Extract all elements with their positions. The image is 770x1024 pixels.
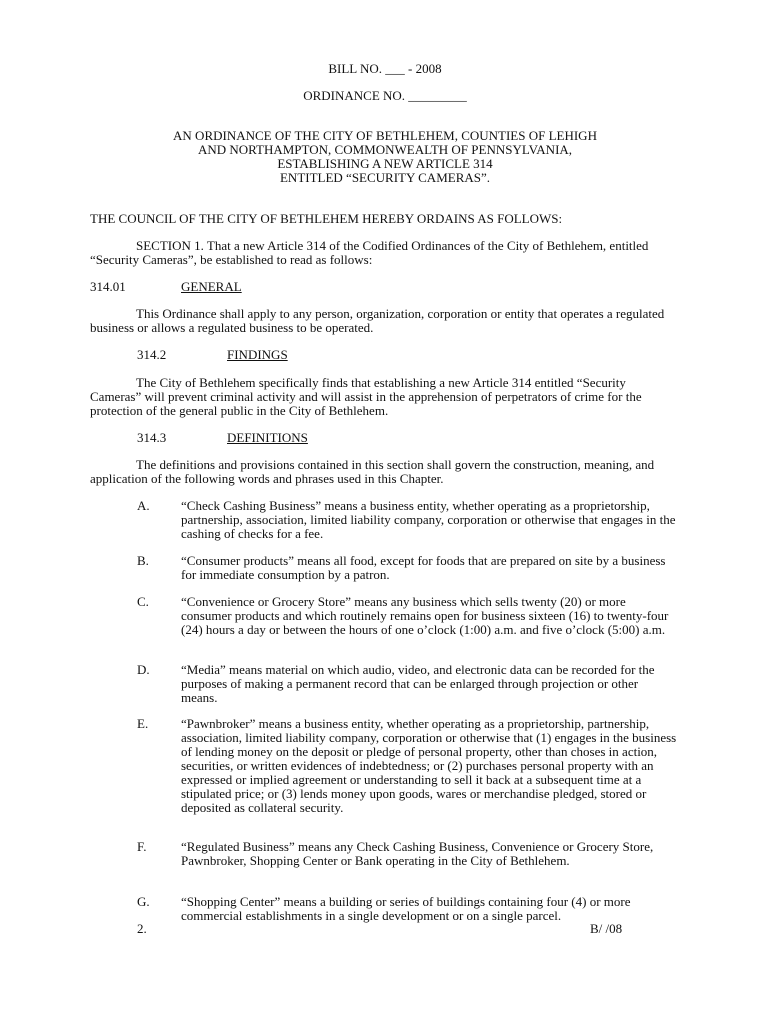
footer-date-code: B/ /08 <box>590 921 623 936</box>
section-314-2-text: The City of Bethlehem specifically finds that establishing a new Article 314 entitled “Security Cameras” will prevent criminal activity and will assist in the apprehension of perpetrators of crime for the protection of the general public in the City of Bethlehem. <box>90 375 642 418</box>
section-314-3-text: The definitions and provisions contained in this section shall govern the construction, meaning, and application of the following words and phrases used in this Chapter. <box>90 457 655 486</box>
section-1-text: SECTION 1. That a new Article 314 of the Codified Ordinances of the City of Bethlehem, entitled “Security Cameras”, be established to read as follows: <box>90 238 649 267</box>
section-314-01-text: This Ordinance shall apply to any person, organization, corporation or entity that operates a regulated business or allows a regulated business to be operated. <box>90 306 665 335</box>
definition-item <box>137 595 677 637</box>
definition-item <box>137 663 677 705</box>
page-number: 2. <box>137 921 147 936</box>
definition-letter: G. <box>137 894 150 909</box>
section-314-01-number: 314.01 <box>90 279 126 294</box>
definition-letter: B. <box>137 553 149 568</box>
definition-text: “Convenience or Grocery Store” means any business which sells twenty (20) or more consumer products and which routinely remains open for business sixteen (16) to twenty-four (24) hours a day or between the hours of one o’clock (1:00) a.m. and five o’clock (5:00) a.m. <box>181 594 669 637</box>
definition-text: “Pawnbroker” means a business entity, whether operating as a proprietorship, partnership, association, limited liability company, corporation or otherwise that (1) engages in the business of lending money on the deposit or pledge of personal property, other than choses in action, securities, or written evidences of indebtedness; or (2) purchases personal property with an expressed or implied agreement or understanding to sell it back at a subsequent time at a stipulated price; or (3) lends money upon goods, wares or merchandise pledged, stored or deposited as collateral security. <box>181 716 677 815</box>
section-314-2-heading: FINDINGS <box>227 347 288 362</box>
definition-item <box>137 499 677 541</box>
definition-letter: C. <box>137 594 149 609</box>
section-314-01-heading: GENERAL <box>181 279 242 294</box>
definition-item <box>137 717 677 815</box>
title-line: AN ORDINANCE OF THE CITY OF BETHLEHEM, COUNTIES OF LEHIGH <box>173 128 597 143</box>
section-314-3-heading: DEFINITIONS <box>227 430 308 445</box>
definition-letter: E. <box>137 716 149 731</box>
section-314-3-number: 314.3 <box>137 430 167 445</box>
definition-letter: A. <box>137 498 150 513</box>
definition-text: “Consumer products” means all food, except for foods that are prepared on site by a business for immediate consumption by a patron. <box>181 553 666 582</box>
definition-letter: D. <box>137 662 150 677</box>
definition-text: “Regulated Business” means any Check Cashing Business, Convenience or Grocery Store, Pawnbroker, Shopping Center or Bank operating in the City of Bethlehem. <box>181 839 654 868</box>
title-line: ESTABLISHING A NEW ARTICLE 314 <box>277 156 493 171</box>
title-line: ENTITLED “SECURITY CAMERAS”. <box>279 170 491 185</box>
definition-letter: F. <box>137 839 147 854</box>
ordinance-title <box>0 129 770 185</box>
council-statement: THE COUNCIL OF THE CITY OF BETHLEHEM HEREBY ORDAINS AS FOLLOWS: <box>90 211 563 226</box>
definition-text: “Media” means material on which audio, video, and electronic data can be recorded for the purposes of making a permanent record that can be enlarged through projection or other means. <box>181 662 655 705</box>
definition-text: “Shopping Center” means a building or series of buildings containing four (4) or more commercial establishments in a single development or on a single parcel. <box>181 894 631 923</box>
section-314-2-number: 314.2 <box>137 347 167 362</box>
title-line: AND NORTHAMPTON, COMMONWEALTH OF PENNSYLVANIA, <box>197 142 573 157</box>
bill-number: BILL NO. ___ - 2008 <box>328 61 442 76</box>
definition-item <box>137 895 677 923</box>
ordinance-number: ORDINANCE NO. _________ <box>303 88 467 103</box>
definition-item <box>137 840 677 868</box>
definition-item <box>137 554 677 582</box>
definition-text: “Check Cashing Business” means a business entity, whether operating as a proprietorship, partnership, association, limited liability company, corporation or otherwise that engages in the cashing of checks for a fee. <box>181 498 676 541</box>
